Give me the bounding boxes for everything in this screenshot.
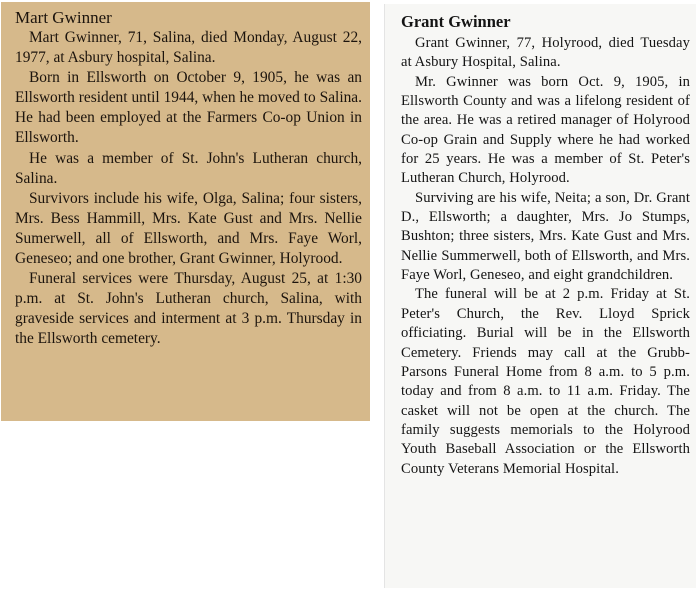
obituary-paragraph: He was a member of St. John's Lutheran church, Salina.: [15, 149, 362, 187]
obituary-paragraph: Born in Ellsworth on October 9, 1905, he was an Ellsworth resident until 1944, when he moved to Salina. He had been employed at the Farmers Co-op Union in Ellsworth.: [15, 69, 362, 147]
obituary-paragraph: Survivors include his wife, Olga, Salina; four sisters, Mrs. Bess Hammill, Mrs. Kate Gust and Mrs. Nellie Sumerwell, all of Ellsworth, and Mrs. Faye Worl, Geneseo; and one brother, Grant Gwinner, Holyrood.: [15, 189, 362, 268]
obituary-headline: Mart Gwinner: [15, 8, 112, 27]
obituary-paragraph: Mart Gwinner, 71, Salina, died Monday, August 22, 1977, at Asbury hospital, Salina.: [15, 29, 362, 67]
obituary-clipping-mart-gwinner: [1, 2, 370, 421]
obituary-paragraph: The funeral will be at 2 p.m. Friday at St. Peter's Church, the Rev. Lloyd Sprick officiating. Burial will be in the Ellsworth Cemetery. Friends may call at the Grubb-Parsons Funeral Home from 8 a.m. to 5 p.m. today and from 8 a.m. to 11 a.m. Friday. The casket will not be open at the church. The family suggests memorials to the Holyrood Youth Baseball Association or the Ellsworth County Veterans Memorial Hospital.: [401, 286, 690, 477]
obituary-paragraph: Grant Gwinner, 77, Holyrood, died Tuesday at Asbury Hospital, Salina.: [401, 35, 690, 71]
obituary-paragraph: Funeral services were Thursday, August 25, at 1:30 p.m. at St. John's Lutheran church, Salina, with graveside services and interment at 3 p.m. Thursday in the Ellsworth cemetery.: [15, 270, 362, 348]
obituary-clipping-grant-gwinner: [384, 4, 696, 588]
obituary-paragraph: Mr. Gwinner was born Oct. 9, 1905, in Ellsworth County and was a lifelong resident of the area. He was a retired manager of Holyrood Co-op Grain and Supply where he had worked for 25 years. He was a member of St. Peter's Lutheran Church, Holyrood.: [401, 73, 690, 187]
obituary-headline: Grant Gwinner: [401, 12, 511, 31]
obituary-paragraph: Surviving are his wife, Neita; a son, Dr. Grant D., Ellsworth; a daughter, Mrs. Jo Stumps, Bushton; three sisters, Mrs. Kate Gust and Mrs. Nellie Summerwell, both of Ellsworth, and Mrs. Faye Worl, Geneseo, and eight grandchildren.: [401, 189, 690, 284]
